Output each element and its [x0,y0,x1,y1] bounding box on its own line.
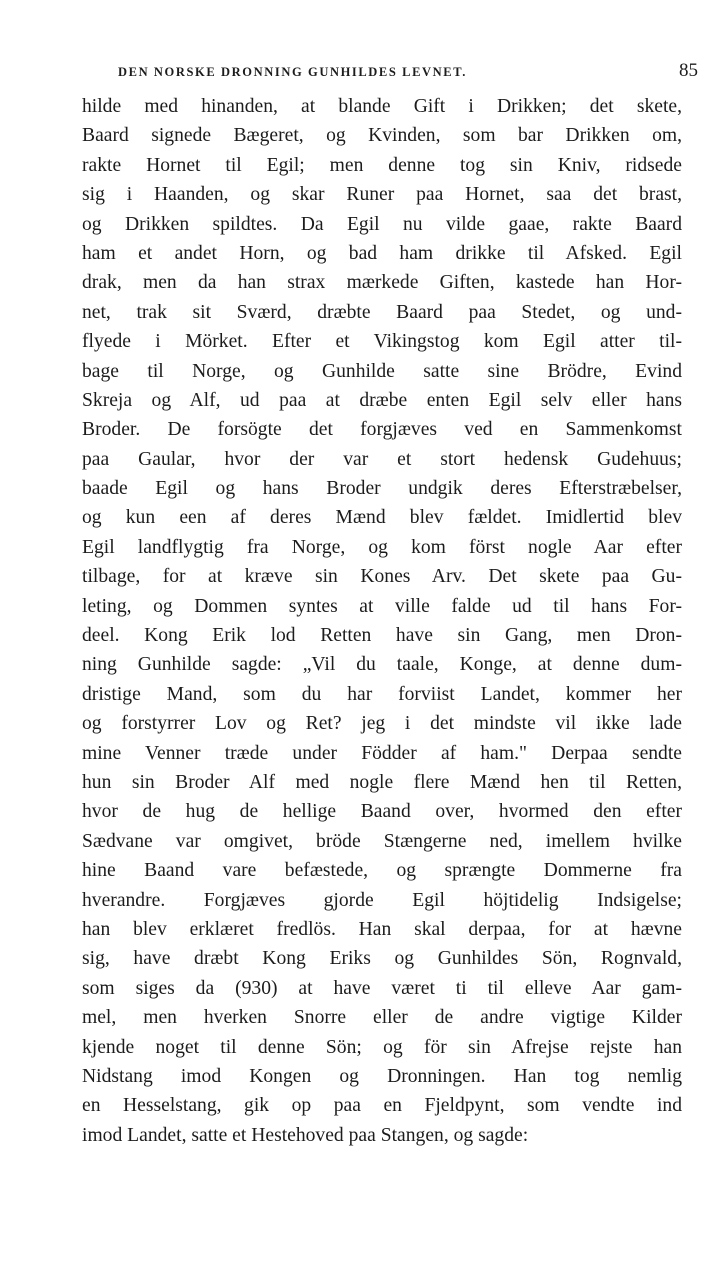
text-line: bage til Norge, og Gunhilde satte sine Brödre, Evind [82,360,682,382]
text-line: Baard signede Bægeret, og Kvinden, som bar Drikken om, [82,125,682,147]
text-line: og kun een af deres Mænd blev fældet. Imidlertid blev [82,507,682,529]
text-line: som siges da (930) at have været ti til elleve Aar gam- [82,977,682,999]
text-line: Egil landflygtig fra Norge, og kom först nogle Aar efter [82,536,682,558]
text-line: han blev erklæret fredlös. Han skal derpaa, for at hævne [82,918,682,940]
text-line: og Drikken spildtes. Da Egil nu vilde gaae, rakte Baard [82,213,682,235]
text-line: tilbage, for at kræve sin Kones Arv. Det skete paa Gu- [82,566,682,588]
text-line: dristige Mand, som du har forviist Landet, kommer her [82,683,682,705]
text-line: Skreja og Alf, ud paa at dræbe enten Egil selv eller hans [82,389,682,411]
text-line: imod Landet, satte et Hestehoved paa Stangen, og sagde: [82,1124,529,1146]
text-line: Broder. De forsögte det forgjæves ved en Sammenkomst [82,419,682,441]
text-line: Nidstang imod Kongen og Dronningen. Han tog nemlig [82,1065,682,1087]
text-line: mine Venner træde under Födder af ham." Derpaa sendte [82,742,682,764]
text-line: hun sin Broder Alf med nogle flere Mænd hen til Retten, [82,771,682,793]
text-line: hvor de hug de hellige Baand over, hvormed den efter [82,801,682,823]
text-line: mel, men hverken Snorre eller de andre vigtige Kilder [82,1007,682,1029]
page-number: 85 [679,60,698,81]
text-line: leting, og Dommen syntes at ville falde ud til hans For- [82,595,682,617]
text-line: net, trak sit Sværd, dræbte Baard paa Stedet, og und- [82,301,682,323]
text-line: hine Baand vare befæstede, og sprængte Dommerne fra [82,860,682,882]
text-line: rakte Hornet til Egil; men denne tog sin Kniv, ridsede [82,154,682,176]
body-text [82,92,682,1150]
text-line: kjende noget til denne Sön; og för sin Afrejse rejste han [82,1036,682,1058]
text-line: baade Egil og hans Broder undgik deres Efterstræbelser, [82,478,682,500]
text-line: en Hesselstang, gik op paa en Fjeldpynt, som vendte ind [82,1095,682,1117]
text-line: sig, have dræbt Kong Eriks og Gunhildes Sön, Rognvald, [82,948,682,970]
text-line: Sædvane var omgivet, bröde Stængerne ned, imellem hvilke [82,830,682,852]
text-line: deel. Kong Erik lod Retten have sin Gang, men Dron- [82,625,682,647]
text-line: drak, men da han strax mærkede Giften, kastede han Hor- [82,272,682,294]
text-line: sig i Haanden, og skar Runer paa Hornet, saa det brast, [82,184,682,206]
page-header [82,60,702,84]
running-head: DEN NORSKE DRONNING GUNHILDES LEVNET. [118,65,467,79]
text-line: hverandre. Forgjæves gjorde Egil höjtidelig Indsigelse; [82,889,682,911]
text-line: hilde med hinanden, at blande Gift i Drikken; det skete, [82,96,682,117]
text-line: og forstyrrer Lov og Ret? jeg i det mindste vil ikke lade [82,713,682,735]
text-line: flyede i Mörket. Efter et Vikingstog kom Egil atter til- [82,331,682,353]
text-line: paa Gaular, hvor der var et stort hedensk Gudehuus; [82,448,682,470]
text-line: ham et andet Horn, og bad ham drikke til Afsked. Egil [82,242,682,264]
text-line: ning Gunhilde sagde: „Vil du taale, Konge, at denne dum- [82,654,682,676]
